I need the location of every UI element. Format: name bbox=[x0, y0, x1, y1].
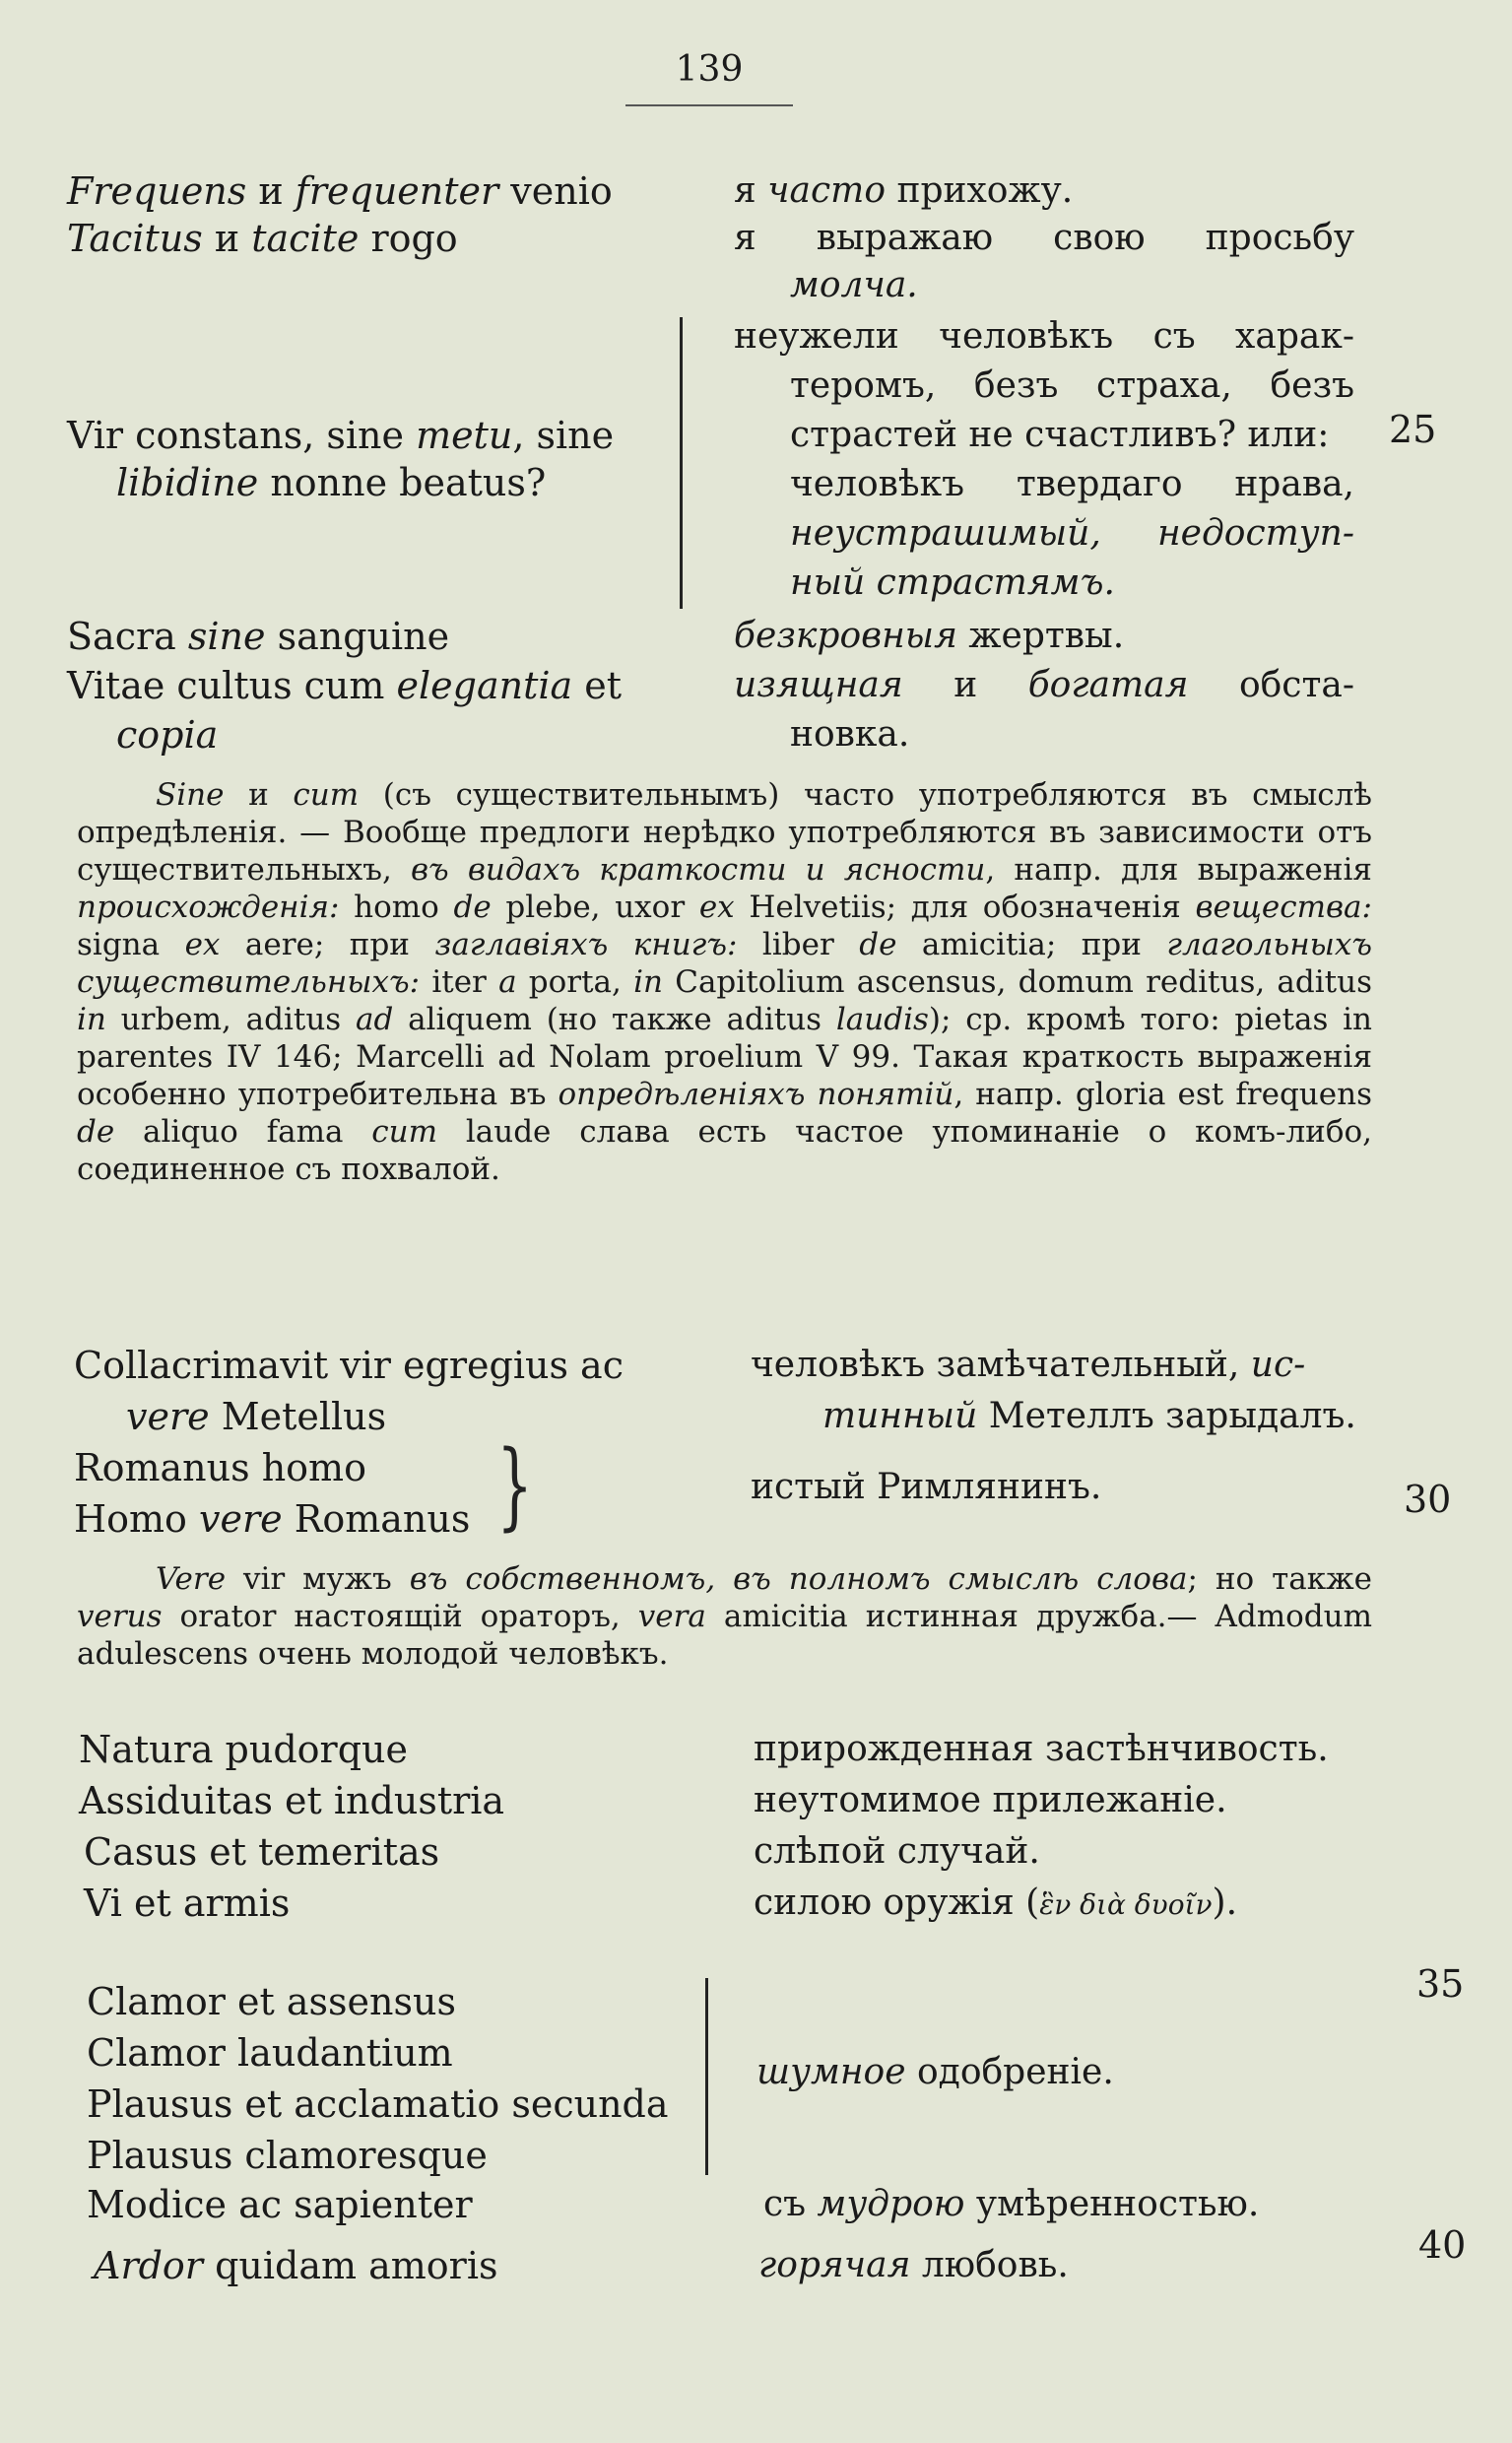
russian-translation: силою оружія (ἓν διὰ δυοῖν). bbox=[754, 1882, 1238, 1923]
bracket-bar bbox=[680, 317, 683, 609]
latin-phrase: Collacrimavit vir egregius ac bbox=[74, 1344, 624, 1387]
russian-translation: я выражаю свою просьбу bbox=[734, 218, 1354, 258]
latin-phrase: Ardor quidam amoris bbox=[94, 2244, 498, 2287]
margin-number-35: 35 bbox=[1416, 1962, 1465, 2006]
russian-translation: съ мудрою умѣренностью. bbox=[763, 2184, 1260, 2224]
russian-translation-cont: новка. bbox=[790, 714, 910, 755]
latin-phrase: Tacitus и tacite rogo bbox=[67, 217, 458, 260]
page-number-rule bbox=[625, 104, 793, 106]
latin-phrase: Natura pudorque bbox=[79, 1728, 409, 1771]
russian-translation: слѣпой случай. bbox=[754, 1831, 1040, 1872]
bracket-bar bbox=[705, 1978, 708, 2175]
latin-phrase: Modice ac sapienter bbox=[87, 2183, 473, 2226]
latin-phrase: Clamor laudantium bbox=[87, 2031, 453, 2075]
margin-number-30: 30 bbox=[1404, 1478, 1452, 1521]
russian-translation: безкровныя жертвы. bbox=[734, 616, 1125, 656]
latin-phrase: Vi et armis bbox=[84, 1882, 291, 1925]
russian-translation: неутомимое прилежаніе. bbox=[754, 1780, 1227, 1820]
russian-translation: истый Римлянинъ. bbox=[751, 1467, 1102, 1507]
margin-number-40: 40 bbox=[1418, 2223, 1467, 2267]
latin-phrase-cont: vere Metellus bbox=[126, 1395, 387, 1438]
latin-phrase: Plausus et acclamatio secunda bbox=[87, 2082, 669, 2126]
latin-phrase: Plausus clamoresque bbox=[87, 2134, 488, 2177]
latin-phrase: Romanus homo bbox=[74, 1446, 366, 1489]
latin-phrase: Vir constans, sine metu, sine bbox=[67, 414, 615, 457]
russian-translation: я часто прихожу. bbox=[734, 170, 1074, 211]
margin-number-25: 25 bbox=[1389, 408, 1437, 451]
russian-translation: человѣкъ замѣчательный, ис- bbox=[751, 1345, 1306, 1385]
latin-phrase-cont: copia bbox=[116, 713, 219, 757]
russian-translation-cont: ный страстямъ. bbox=[790, 562, 1115, 603]
russian-translation: прирожденная застѣнчивость. bbox=[754, 1729, 1329, 1769]
latin-phrase: Assiduitas et industria bbox=[79, 1779, 505, 1822]
latin-phrase: Vitae cultus cum elegantia et bbox=[67, 664, 623, 707]
latin-phrase: Casus et temeritas bbox=[84, 1830, 440, 1874]
latin-phrase: Sacra sine sanguine bbox=[67, 615, 450, 658]
russian-translation-cont: теромъ, безъ страха, безъ bbox=[790, 365, 1354, 406]
russian-translation-cont: человѣкъ твердаго нрава, bbox=[790, 464, 1354, 504]
latin-phrase: Clamor et assensus bbox=[87, 1980, 456, 2023]
russian-translation: горячая любовь. bbox=[758, 2245, 1069, 2285]
latin-phrase-cont: libidine nonne beatus? bbox=[116, 461, 547, 504]
commentary-paragraph: Sine и cum (съ существительнымъ) часто употребляются въ смыслѣ опредѣленія. — Вообще предлоги нерѣдко употребляются въ зависимости отъ существительныхъ, въ видахъ краткости и ясности, напр. для выраженія происхожденія: homo de plebe, uxor ex Helvetiis; для обозначенія вещества: signa ex aere; при заглавіяхъ книгъ: liber de amicitia; при глагольныхъ существительныхъ: iter a porta, in Capitolium ascensus, domum reditus, aditus in urbem, aditus ad aliquem (но также aditus laudis); ср. кромѣ того: pietas in parentes IV 146; Marcelli ad Nolam proelium V 99. Такая краткость выраженія особенно употребительна въ опредѣленіяхъ понятій, напр. gloria est frequens de aliquo fama cum laude слава есть частое упоминаніе о комъ-либо, соединенное съ похвалой. bbox=[77, 777, 1373, 1187]
latin-phrase: Frequens и frequenter venio bbox=[67, 169, 613, 213]
russian-translation: неужели человѣкъ съ харак- bbox=[734, 316, 1354, 357]
russian-translation-cont: молча. bbox=[790, 265, 918, 305]
latin-phrase: Homo vere Romanus bbox=[74, 1497, 471, 1541]
russian-translation-cont: тинный Метеллъ зарыдалъ. bbox=[822, 1396, 1356, 1436]
russian-translation-cont: неустрашимый, недоступ- bbox=[790, 513, 1354, 554]
page-number: 139 bbox=[675, 49, 744, 90]
right-brace: } bbox=[496, 1430, 533, 1541]
commentary-paragraph: Vere vir мужъ въ собственномъ, въ полномъ смыслѣ слова; но также verus orator настоящій ораторъ, vera amicitia истинная дружба.— Admodum adulescens очень молодой человѣкъ. bbox=[77, 1561, 1372, 1672]
russian-translation: изящная и богатая обста- bbox=[734, 665, 1355, 705]
russian-translation: шумное одобреніе. bbox=[756, 2052, 1114, 2092]
russian-translation-cont: страстей не счастливъ? или: bbox=[790, 415, 1330, 455]
